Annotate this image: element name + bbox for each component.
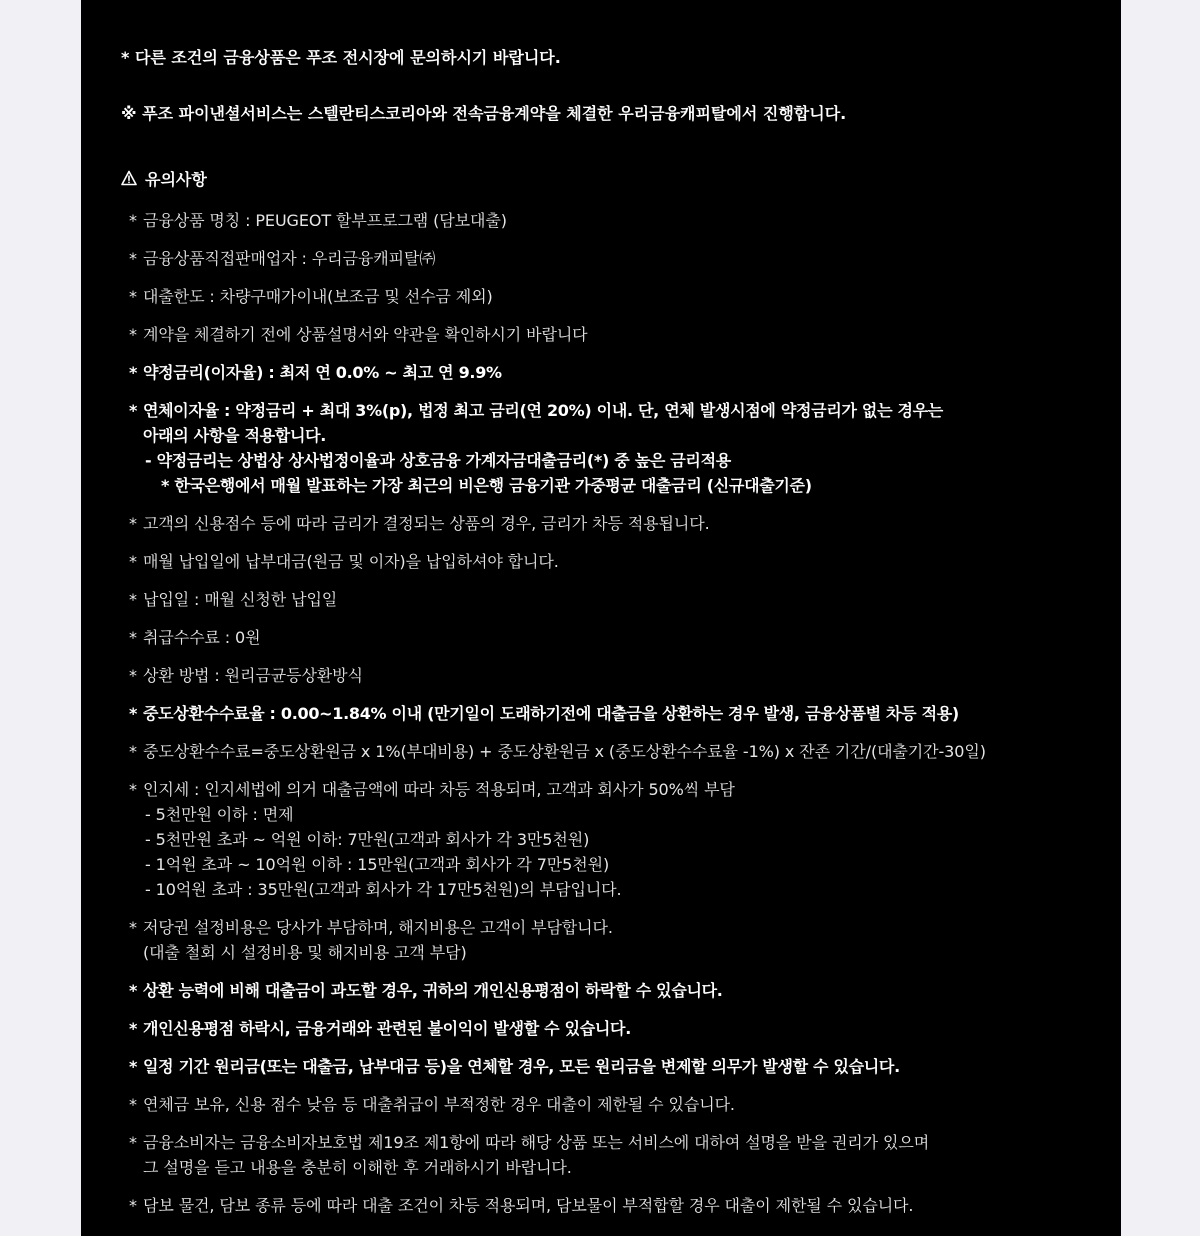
caution-item-text: (대출 철회 시 설정비용 및 해지비용 고객 부담) bbox=[143, 943, 467, 962]
caution-item-text: * 금융소비자는 금융소비자보호법 제19조 제1항에 따라 해당 상품 또는 서비스에 대하여 설명을 받을 권리가 있으며 bbox=[143, 1133, 930, 1152]
caution-item bbox=[129, 398, 1119, 498]
terms-panel bbox=[81, 0, 1121, 1236]
caution-sub-item: - 5천만원 초과 ~ 억원 이하: 7만원(고객과 회사가 각 3만5천원) bbox=[145, 830, 590, 849]
caution-footnote: * 한국은행에서 매월 발표하는 가장 최근의 비은행 금융기관 가중평균 대출금리 (신규대출기준) bbox=[161, 476, 812, 495]
caution-list bbox=[129, 208, 1119, 1231]
caution-item bbox=[129, 777, 1119, 902]
caution-item-text: * 저당권 설정비용은 당사가 부담하며, 해지비용은 고객이 부담합니다. bbox=[143, 918, 613, 937]
caution-item-text: * 취급수수료 : 0원 bbox=[143, 628, 261, 647]
caution-item bbox=[129, 663, 1119, 688]
caution-sub-item: - 5천만원 이하 : 면제 bbox=[145, 805, 294, 824]
caution-item-text: * 연체금 보유, 신용 점수 낮음 등 대출취급이 부적정한 경우 대출이 제한될 수 있습니다. bbox=[143, 1095, 735, 1114]
caution-item-text: * 계약을 체결하기 전에 상품설명서와 약관을 확인하시기 바랍니다 bbox=[143, 325, 588, 344]
caution-item-text: * 금융상품 명칭 : PEUGEOT 할부프로그램 (담보대출) bbox=[143, 211, 507, 230]
caution-item-text: * 납입일 : 매월 신청한 납입일 bbox=[143, 590, 338, 609]
caution-item-text: * 약정금리(이자율) : 최저 연 0.0% ~ 최고 연 9.9% bbox=[143, 363, 502, 382]
caution-item bbox=[129, 360, 1119, 385]
caution-item bbox=[129, 701, 1119, 726]
caution-item bbox=[129, 739, 1119, 764]
caution-sub-item: - 1억원 초과 ~ 10억원 이하 : 15만원(고객과 회사가 각 7만5천원) bbox=[145, 855, 610, 874]
caution-item-text: * 고객의 신용점수 등에 따라 금리가 결정되는 상품의 경우, 금리가 차등 적용됩니다. bbox=[143, 514, 710, 533]
caution-item bbox=[129, 208, 1119, 233]
caution-item-text: * 연체이자율 : 약정금리 + 최대 3%(p), 법정 최고 금리(연 20%) 이내. 단, 연체 발생시점에 약정금리가 없는 경우는 bbox=[143, 401, 943, 420]
caution-item bbox=[129, 1054, 1119, 1079]
caution-item-text: * 중도상환수수료=중도상환원금 x 1%(부대비용) + 중도상환원금 x (중도상환수수료율 -1%) x 잔존 기간/(대출기간-30일) bbox=[143, 742, 986, 761]
other-products-notice: * 다른 조건의 금융상품은 푸조 전시장에 문의하시기 바랍니다. bbox=[121, 48, 561, 67]
caution-item bbox=[129, 587, 1119, 612]
caution-heading bbox=[121, 168, 207, 188]
caution-item bbox=[129, 1016, 1119, 1041]
caution-item bbox=[129, 1092, 1119, 1117]
caution-item bbox=[129, 978, 1119, 1003]
caution-item-text: * 중도상환수수료율 : 0.00~1.84% 이내 (만기일이 도래하기전에 대출금을 상환하는 경우 발생, 금융상품별 차등 적용) bbox=[143, 704, 959, 723]
caution-title: 유의사항 bbox=[145, 169, 207, 189]
caution-item-text: * 상환 방법 : 원리금균등상환방식 bbox=[143, 666, 363, 685]
caution-item bbox=[129, 284, 1119, 309]
caution-item bbox=[129, 511, 1119, 536]
caution-item-text: * 매월 납입일에 납부대금(원금 및 이자)을 납입하셔야 합니다. bbox=[143, 552, 559, 571]
caution-sub-item: - 10억원 초과 : 35만원(고객과 회사가 각 17만5천원)의 부담입니다. bbox=[145, 880, 622, 899]
caution-item-text: * 일정 기간 원리금(또는 대출금, 납부대금 등)을 연체할 경우, 모든 원리금을 변제할 의무가 발생할 수 있습니다. bbox=[143, 1057, 900, 1076]
caution-item-text: * 상환 능력에 비해 대출금이 과도할 경우, 귀하의 개인신용평점이 하락할 수 있습니다. bbox=[143, 981, 723, 1000]
caution-item bbox=[129, 915, 1119, 965]
caution-item-text: * 담보 물건, 담보 종류 등에 따라 대출 조건이 차등 적용되며, 담보물이 부적합할 경우 대출이 제한될 수 있습니다. bbox=[143, 1196, 914, 1215]
caution-sub-item: - 약정금리는 상법상 상사법정이율과 상호금융 가계자금대출금리(*) 중 높은 금리적용 bbox=[145, 451, 731, 470]
caution-item bbox=[129, 549, 1119, 574]
caution-item bbox=[129, 1193, 1119, 1218]
caution-item-text: * 대출한도 : 차량구매가이내(보조금 및 선수금 제외) bbox=[143, 287, 493, 306]
warning-triangle-icon bbox=[121, 170, 137, 186]
caution-item-text: * 인지세 : 인지세법에 의거 대출금액에 따라 차등 적용되며, 고객과 회사가 50%씩 부담 bbox=[143, 780, 735, 799]
caution-item-text: * 개인신용평점 하락시, 금융거래와 관련된 불이익이 발생할 수 있습니다. bbox=[143, 1019, 631, 1038]
caution-item bbox=[129, 246, 1119, 271]
caution-item-text: 그 설명을 듣고 내용을 충분히 이해한 후 거래하시기 바랍니다. bbox=[143, 1158, 572, 1177]
finance-service-notice: ※ 푸조 파이낸셜서비스는 스텔란티스코리아와 전속금융계약을 체결한 우리금융캐피탈에서 진행합니다. bbox=[121, 104, 847, 123]
caution-item-text: 아래의 사항을 적용합니다. bbox=[143, 426, 327, 445]
caution-item bbox=[129, 1130, 1119, 1180]
caution-item bbox=[129, 625, 1119, 650]
caution-item bbox=[129, 322, 1119, 347]
caution-item-text: * 금융상품직접판매업자 : 우리금융캐피탈㈜ bbox=[143, 249, 436, 268]
